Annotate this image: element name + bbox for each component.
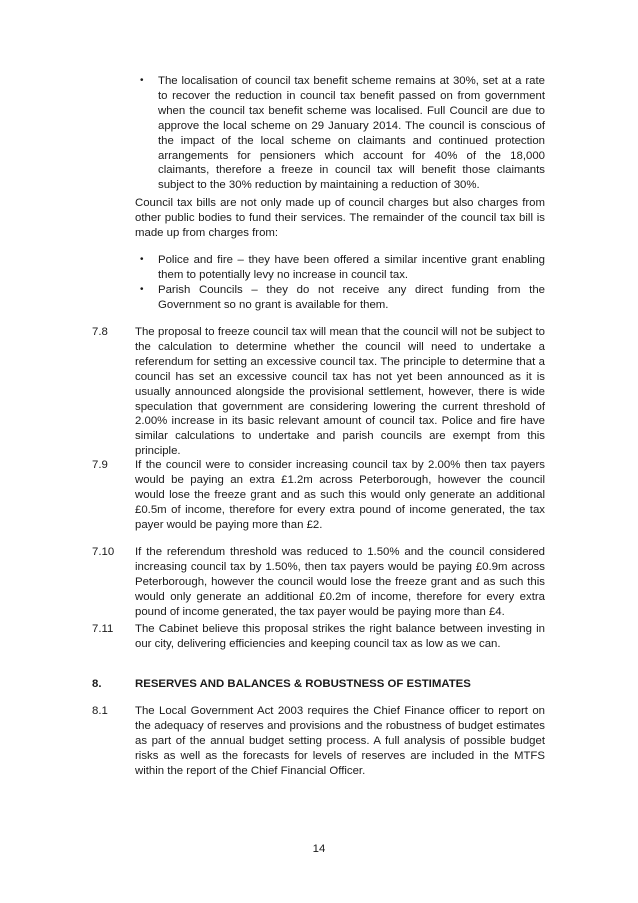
- section-7-11: [92, 622, 545, 652]
- section-heading: [92, 677, 471, 692]
- section-8-1: [92, 704, 545, 779]
- list-item: [135, 283, 545, 313]
- section-7-9: [92, 458, 545, 533]
- bullet-icon: •: [140, 283, 144, 295]
- bullet-text: Parish Councils – they do not receive any direct funding from the Government so no grant is available for them.: [158, 283, 545, 311]
- heading-title: RESERVES AND BALANCES & ROBUSTNESS OF ESTIMATES: [135, 678, 471, 690]
- section-number: 8.1: [92, 705, 108, 717]
- section-text: If the referendum threshold was reduced to 1.50% and the council considered increasing council tax by 1.50%, then tax payers would be paying £0.9m across Peterborough, however the council would lose the freeze grant and as such this would only generate an additional £0.2m of income, therefore for every extra pound of income generated, the tax payer would be paying more than £4.: [135, 546, 545, 618]
- page-number: 14: [312, 843, 326, 855]
- charge-bullet-list: [135, 253, 545, 313]
- section-7-10: [92, 545, 545, 620]
- section-text: The proposal to freeze council tax will mean that the council will not be subject to the calculation to determine whether the council will need to undertake a referendum for setting an excessive council tax. The principle to determine that a council has set an excessive council tax has not yet been announced as it is usually announced alongside the provisional settlement, however, there is wide speculation that government are considering lowering the current threshold of 2.00% increase in its basic relevant amount of council tax. Police and fire have similar calculations to undertake and parish councils are exempt from this principle.: [135, 326, 545, 458]
- bullet-text: The localisation of council tax benefit scheme remains at 30%, set at a rate to recover the reduction in council tax benefit passed on from government when the council tax benefit scheme was localised. Full Council are due to approve the local scheme on 29 January 2014. The council is conscious of the impact of the local scheme on claimants and continued protection arrangements for pensioners which account for 40% of the 18,000 claimants, therefore a freeze in council tax will benefit those claimants subject to the 30% reduction by maintaining a reduction of 30%.: [158, 75, 545, 192]
- section-text: If the council were to consider increasing council tax by 2.00% then tax payers would be paying an extra £1.2m across Peterborough, however the council would lose the freeze grant and as such this would only generate an additional £0.5m of income, therefore for every extra pound of income generated, the tax payer would be paying more than £2.: [135, 459, 545, 531]
- section-number: 7.9: [92, 459, 108, 471]
- council-tax-paragraph: Council tax bills are not only made up of council charges but also charges from other public bodies to fund their services. The remainder of the council tax bill is made up from charges from:: [135, 197, 545, 239]
- section-number: 7.8: [92, 326, 108, 338]
- section-number: 7.11: [92, 623, 114, 635]
- bullet-icon: •: [140, 75, 144, 86]
- bullet-text: Police and fire – they have been offered a similar incentive grant enabling them to potentially levy no increase in council tax.: [158, 254, 545, 281]
- heading-number: 8.: [92, 678, 102, 690]
- section-number: 7.10: [92, 546, 115, 558]
- section-text: The Local Government Act 2003 requires the Chief Finance officer to report on the adequacy of reserves and provisions and the robustness of budget estimates as part of the annual budget setting process. A full analysis of possible budget risks as well as the forecasts for levels of reserves are included in the MTFS within the report of the Chief Financial Officer.: [135, 705, 545, 777]
- list-item: [135, 74, 545, 193]
- section-7-8: [92, 325, 545, 459]
- list-item: [135, 253, 545, 283]
- section-text: The Cabinet believe this proposal strikes the right balance between investing in our city, delivering efficiencies and keeping council tax as low as we can.: [135, 623, 545, 650]
- bullet-icon: •: [140, 254, 144, 265]
- intro-bullet-list: [135, 74, 545, 193]
